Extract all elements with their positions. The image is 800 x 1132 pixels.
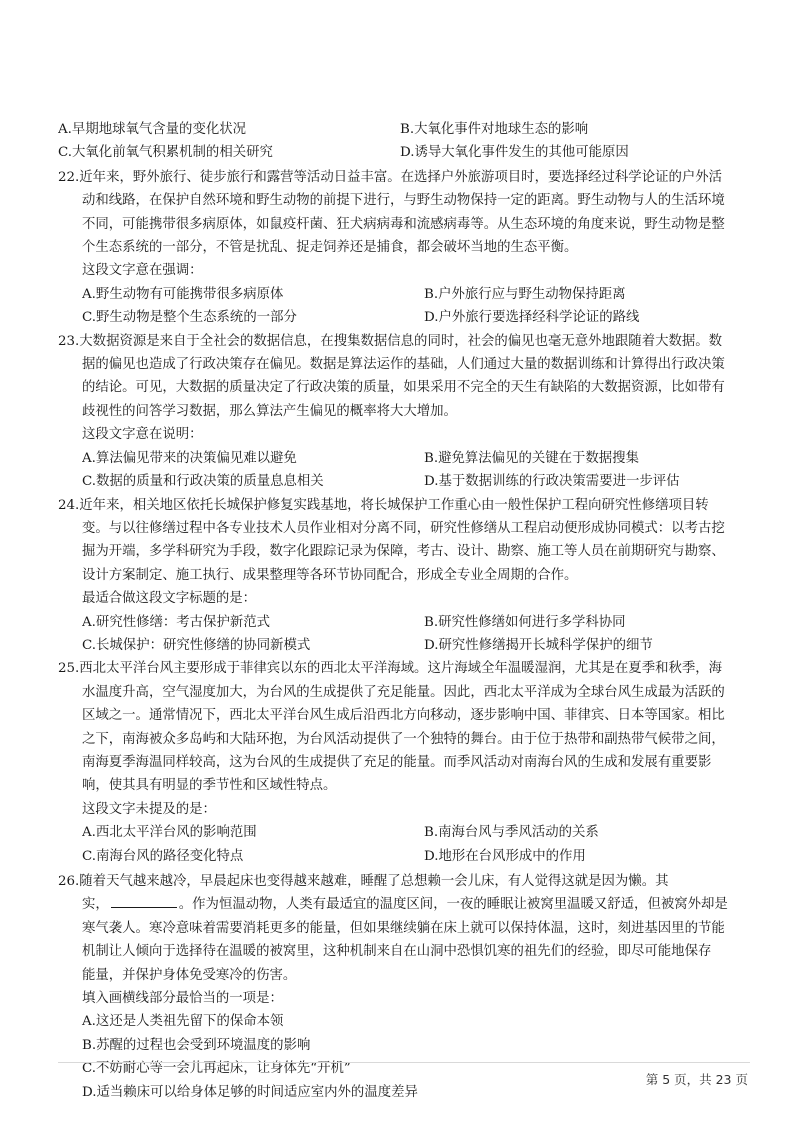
q22-options [58,283,748,330]
q26-line: 能量，并保护身体免受寒冷的伤害。 [82,967,297,983]
q25-line: 25.西北太平洋台风主要形成于菲律宾以东的西北太平洋海域。这片海域全年温暖湿润，尤其是在夏季和秋季，海 [58,661,723,677]
q26-line2-pre: 实， [82,897,109,913]
q23-prompt: 这段文字意在说明： [82,427,203,443]
q24-option-d[interactable]: D.研究性修缮揭开长城科学保护的细节 [424,637,653,653]
q22-stem [58,166,748,260]
q21-option-c[interactable]: C.大氧化前氧气积累机制的相关研究 [58,145,273,161]
q24-line: 掘为开端，多学科研究为手段，数字化跟踪记录为保障，考古、设计、勘察、施工等人员在前期研究与勘察、 [82,544,725,560]
q22-option-d[interactable]: D.户外旅行要选择经科学论证的路线 [424,310,640,326]
q24-prompt: 最适合做这段文字标题的是： [82,591,257,607]
q25-line: 之下，南海被众多岛屿和大陆环抱，为台风活动提供了一个独特的舞台。由于位于热带和副热带气候带之间， [82,731,725,747]
q26-option-d[interactable]: D.适当赖床可以给身体足够的时间适应室内外的温度差异 [82,1084,418,1100]
q22-line: 动和线路，在保护自然环境和野生动物的前提下进行，与野生动物保持一定的距离。野生动物与人的生活环境 [82,193,725,209]
q25-prompt: 这段文字未提及的是： [82,801,216,817]
q23-option-c[interactable]: C.数据的质量和行政决策的质量息息相关 [82,474,324,490]
q26-line: 寒气袭人。寒冷意味着需要消耗更多的能量，但如果继续躺在床上就可以保持体温，这时，刻进基因里的节能 [82,920,725,936]
q26-line: 26.随着天气越来越冷，早晨起床也变得越来越难，睡醒了总想赖一会儿床，有人觉得这就是因为懒。其 [58,874,669,889]
q25-option-b[interactable]: B.南海台风与季风活动的关系 [424,825,599,841]
q25-stem [58,657,748,797]
q25-options [58,821,748,868]
q26-line: 机制让人倾向于选择待在温暖的被窝里，这种机制来自在山洞中恐惧饥寒的祖先们的经验，即尽可能地保存 [82,944,712,960]
exam-page [58,118,748,1104]
q26-option-c[interactable]: C.不妨耐心等一会儿再起床，让身体先“开机” [82,1061,351,1077]
q22-line: 22.近年来，野外旅行、徒步旅行和露营等活动日益丰富。在选择户外旅游项目时，要选择经过科学论证的户外活 [58,169,723,185]
q23-stem [58,330,748,424]
q24-option-c[interactable]: C.长城保护：研究性修缮的协同新模式 [82,637,311,653]
q25-line: 区域之一。通常情况下，西北太平洋台风生成后沿西北方向移动，逐步影响中国、菲律宾、日本等国家。相比 [82,708,725,724]
q23-option-a[interactable]: A.算法偏见带来的决策偏见难以避免 [82,450,297,466]
q24-options [58,611,748,658]
q22-line: 不同，可能携带很多病原体，如鼠疫杆菌、狂犬病病毒和流感病毒等。从生态环境的角度来说，野生动物是整 [82,216,725,232]
q23-options [58,447,748,494]
q23-option-d[interactable]: D.基于数据训练的行政决策需要进一步评估 [424,474,680,490]
q23-line: 据的偏见也造成了行政决策存在偏见。数据是算法运作的基础，人们通过大量的数据训练和计算得出行政决策 [82,357,725,373]
question-25 [58,657,748,868]
q22-prompt: 这段文字意在强调： [82,263,203,279]
page-number: 第 5 页，共 23 页 [645,1072,748,1087]
q22-option-a[interactable]: A.野生动物有可能携带很多病原体 [82,286,284,302]
q22-option-c[interactable]: C.野生动物是整个生态系统的一部分 [82,310,297,326]
q25-option-c[interactable]: C.南海台风的路径变化特点 [82,848,244,864]
q26-stem [58,870,748,987]
question-24 [58,494,748,658]
q21-option-d[interactable]: D.诱导大氧化事件发生的其他可能原因 [400,145,629,161]
footer-divider [58,1062,750,1063]
question-22 [58,166,748,330]
q25-line: 水温度升高，空气湿度加大，为台风的生成提供了充足能量。因此，西北太平洋成为全球台风生成最为活跃的 [82,684,725,700]
q24-line: 变。与以往修缮过程中各专业技术人员作业相对分离不同，研究性修缮从工程启动便形成协同模式：以考古挖 [82,520,725,536]
q21-option-b[interactable]: B.大氧化事件对地球生态的影响 [400,122,589,137]
q22-line: 个生态系统的一部分，不管是扰乱、捉走饲养还是捕食，都会破坏当地的生态平衡。 [82,240,578,256]
q25-option-d[interactable]: D.地形在台风形成中的作用 [424,848,586,864]
q23-line: 的结论。可见，大数据的质量决定了行政决策的质量，如果采用不完全的天生有缺陷的大数据资源，比如带有 [82,380,725,396]
q24-line: 设计方案制定、施工执行、成果整理等各环节协同配合，形成全专业全周期的合作。 [82,567,578,583]
q26-options [58,1010,748,1104]
q26-option-a[interactable]: A.这还是人类祖先留下的保命本领 [82,1014,284,1030]
q26-line2-post: 。作为恒温动物，人类有最适宜的温度区间，一夜的睡眠让被窝里温暖又舒适，但被窝外却是 [178,897,728,913]
q22-option-b[interactable]: B.户外旅行应与野生动物保持距离 [424,286,626,302]
question-26 [58,870,748,1104]
q23-option-b[interactable]: B.避免算法偏见的关键在于数据搜集 [424,450,639,466]
q23-line: 歧视性的问答学习数据，那么算法产生偏见的概率将大大增加。 [82,403,457,419]
q26-prompt: 填入画横线部分最恰当的一项是： [82,991,283,1007]
q23-line: 23.大数据资源是来自于全社会的数据信息，在搜集数据信息的同时，社会的偏见也毫无意外地跟随着大数据。数 [58,333,723,349]
blank-fill-line[interactable] [111,893,177,908]
q25-line: 南海夏季海温同样较高，这为台风的生成提供了充足的能量。而季风活动对南海台风的生成和发展有重要影 [82,754,712,770]
q24-option-a[interactable]: A.研究性修缮：考古保护新范式 [82,614,271,630]
q24-option-b[interactable]: B.研究性修缮如何进行多学科协同 [424,614,626,630]
q21-option-a[interactable]: A.早期地球氧气含量的变化状况 [58,122,247,137]
q26-option-b[interactable]: B.苏醒的过程也会受到环境温度的影响 [82,1037,311,1053]
q24-stem [58,494,748,588]
question-23 [58,330,748,494]
q25-line: 响，使其具有明显的季节性和区域性特点。 [82,778,337,794]
q24-line: 24.近年来，相关地区依托长城保护修复实践基地，将长城保护工作重心由一般性保护工程向研究性修缮项目转 [58,497,709,513]
q26-line [58,893,748,916]
q21-options [58,118,748,165]
q25-option-a[interactable]: A.西北太平洋台风的影响范围 [82,825,257,841]
